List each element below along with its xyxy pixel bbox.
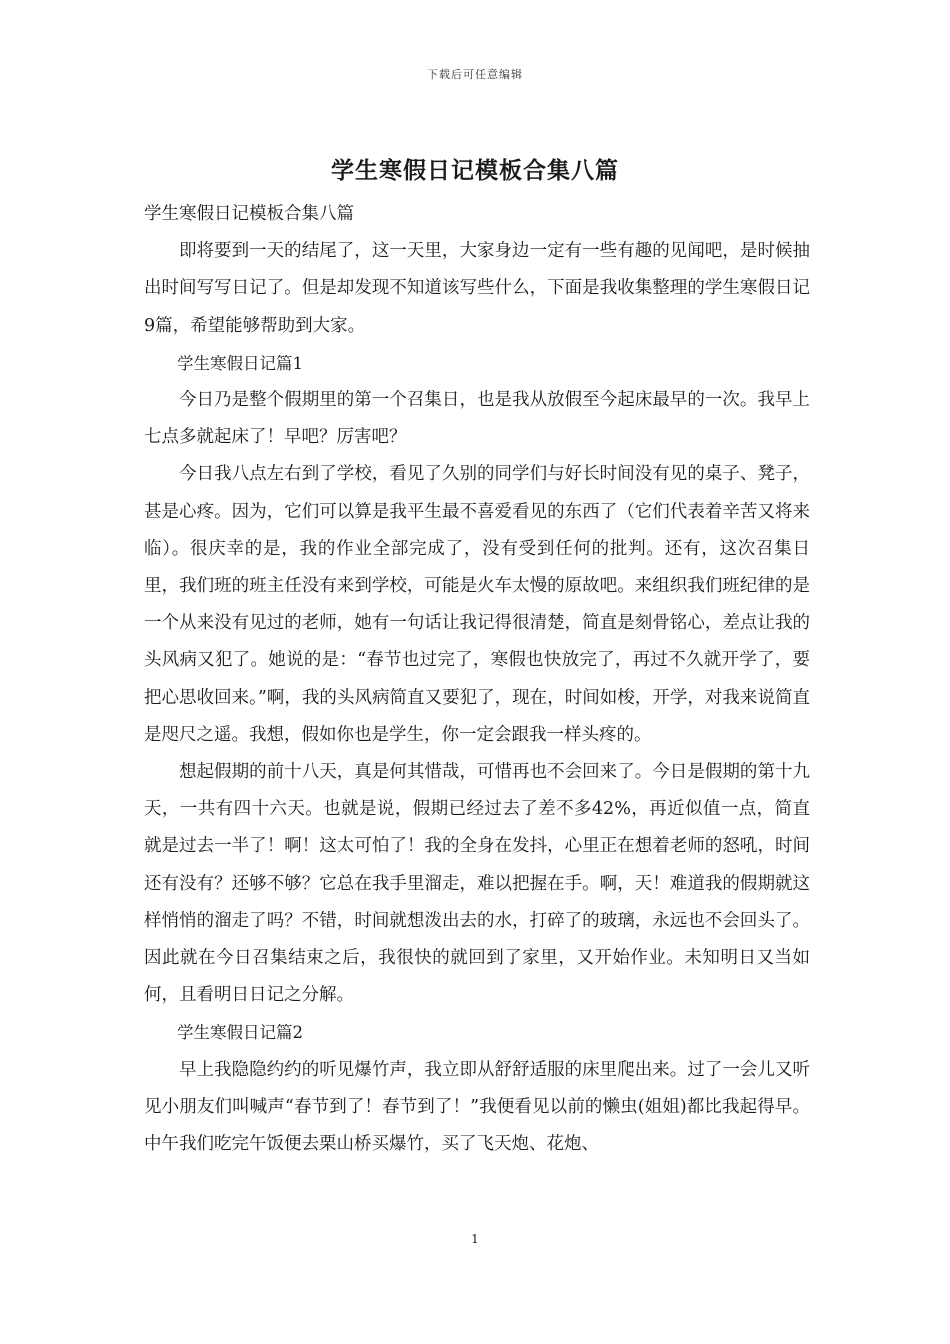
- body-paragraph: 今日我八点左右到了学校，看见了久别的同学们与好长时间没有见的桌子、凳子，甚是心疼。因为，它们可以算是我平生最不喜爱看见的东西了（它们代表着辛苦又将来临）。很庆幸的是，我的作业全部完成了，没有受到任何的批判。还有，这次召集日里，我们班的班主任没有来到学校，可能是火车太慢的原故吧。来组织我们班纪律的是一个从来没有见过的老师，她有一句话让我记得很清楚，简直是刻骨铭心，差点让我的头风病又犯了。她说的是：“春节也过完了，寒假也快放完了，再过不久就开学了，要把心思收回来。”啊，我的头风病简直又要犯了，现在，时间如梭，开学，对我来说简直是咫尺之遥。我想，假如你也是学生，你一定会跟我一样头疼的。: [144, 464, 810, 745]
- document-body: [144, 196, 810, 1163]
- page-number: 1: [471, 1232, 479, 1246]
- header-note: 下载后可任意编辑: [427, 68, 523, 81]
- document-title: 学生寒假日记模板合集八篇: [331, 157, 619, 184]
- section-heading-1: 学生寒假日记篇1: [177, 353, 303, 373]
- section-heading-2: 学生寒假日记篇2: [177, 1023, 303, 1043]
- intro-paragraph: 即将要到一天的结尾了，这一天里，大家身边一定有一些有趣的见闻吧，是时候抽出时间写写日记了。但是却发现不知道该写些什么，下面是我收集整理的学生寒假日记9篇，希望能够帮助到大家。: [144, 241, 810, 336]
- body-paragraph: 想起假期的前十八天，真是何其惜哉，可惜再也不会回来了。今日是假期的第十九天，一共有四十六天。也就是说，假期已经过去了差不多42%，再近似值一点，简直就是过去一半了！啊！这太可怕了！我的全身在发抖，心里正在想着老师的怒吼，时间还有没有？还够不够？它总在我手里溜走，难以把握在手。啊，天！难道我的假期就这样悄悄的溜走了吗？不错，时间就想泼出去的水，打碎了的玻璃，永远也不会回头了。因此就在今日召集结束之后，我很快的就回到了家里，又开始作业。未知明日又当如何，且看明日日记之分解。: [144, 762, 810, 1006]
- body-paragraph: 早上我隐隐约约的听见爆竹声，我立即从舒舒适服的床里爬出来。过了一会儿又听见小朋友们叫喊声“春节到了！春节到了！”我便看见以前的懒虫(姐姐)都比我起得早。中午我们吃完午饭便去栗山桥买爆竹，买了飞天炮、花炮、: [144, 1059, 810, 1155]
- body-subtitle: 学生寒假日记模板合集八篇: [144, 204, 354, 224]
- body-paragraph: 今日乃是整个假期里的第一个召集日，也是我从放假至今起床最早的一次。我早上七点多就起床了！早吧？厉害吧？: [144, 390, 810, 448]
